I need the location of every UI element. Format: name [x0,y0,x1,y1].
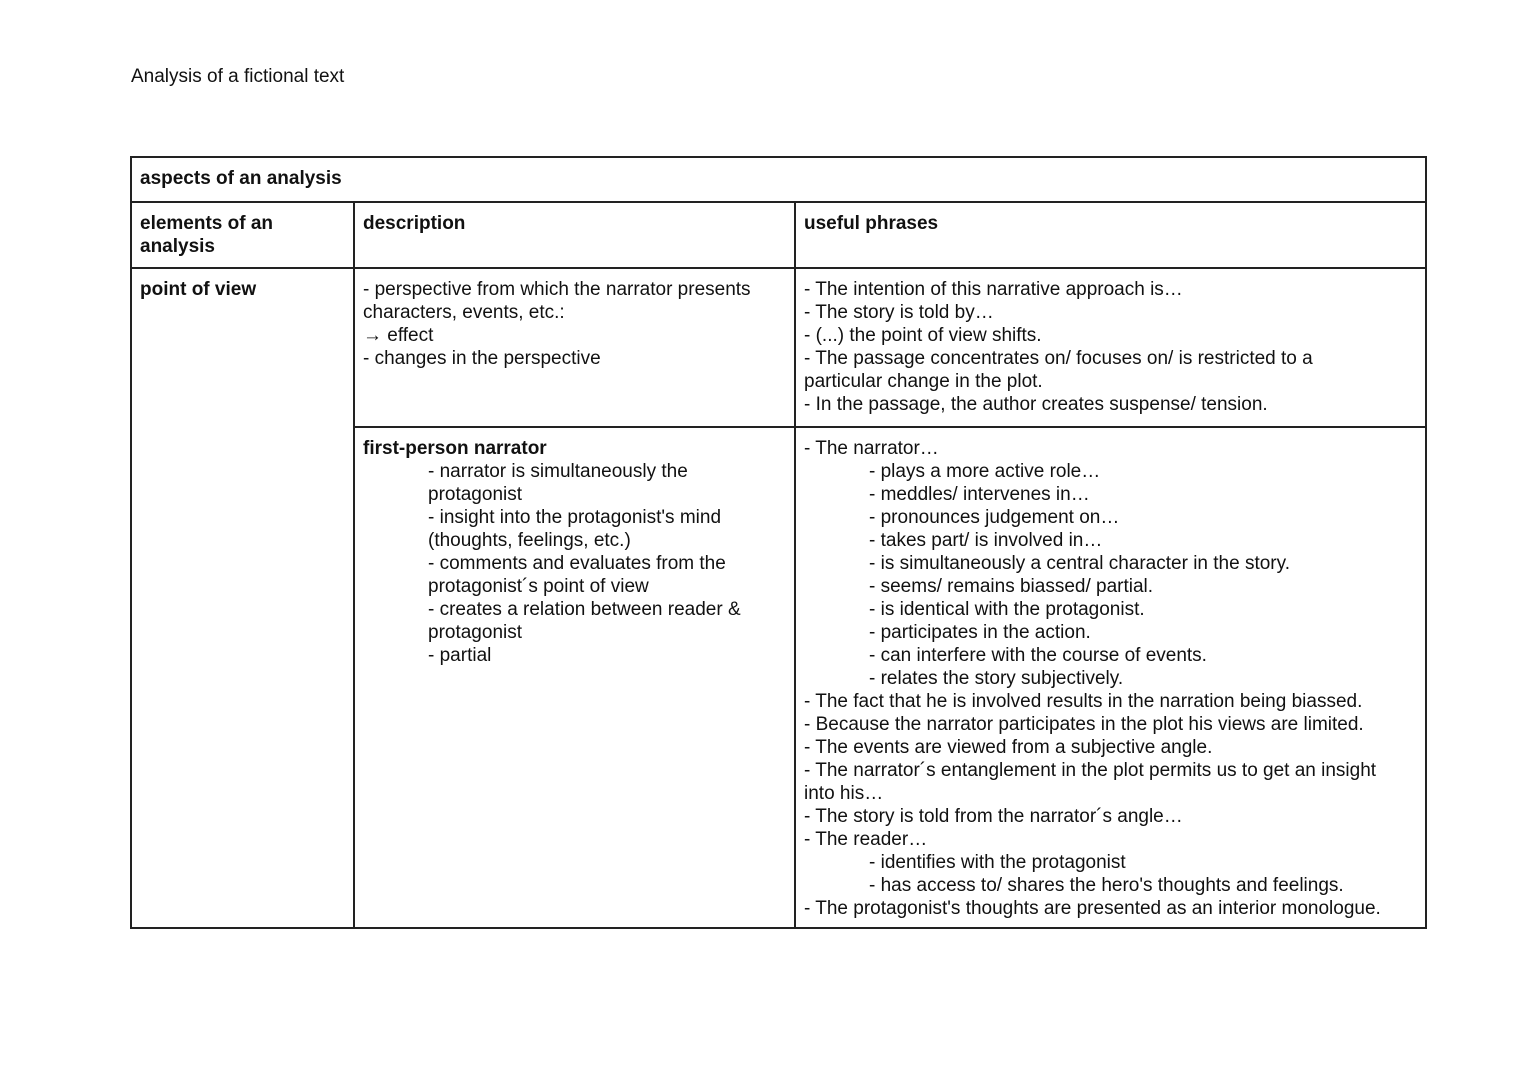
phrase-line: - identifies with the protagonist [869,852,1126,873]
column-header-row [131,202,1426,268]
table-row [131,427,1426,928]
description-line: - comments and evaluates from the [428,553,726,574]
phrase-line: - can interfere with the course of events. [869,645,1207,666]
phrase-line: - meddles/ intervenes in… [869,484,1090,505]
description-cell [354,268,795,427]
description-list [363,460,786,667]
document-title: Analysis of a fictional text [131,66,345,87]
phrase-line: - The protagonist's thoughts are presented as an interior monologue. [804,898,1381,919]
description-cell [354,427,795,928]
phrase-line: - pronounces judgement on… [869,507,1120,528]
table-row [131,268,1426,427]
reader-phrase-list [804,851,1417,897]
phrase-line: - Because the narrator participates in the plot his views are limited. [804,714,1364,735]
element-cell-empty [131,427,354,928]
description-line: - partial [428,645,492,666]
analysis-table [130,156,1427,929]
table-header-row [131,157,1426,202]
table-header-cell: aspects of an analysis [131,157,1426,202]
phrase-line: - The story is told from the narrator´s angle… [804,806,1183,827]
phrase-line: - is simultaneously a central character in the story. [869,553,1290,574]
description-line: protagonist´s point of view [428,576,649,597]
phrase-line: - The narrator… [804,438,939,459]
description-line: → effect [363,325,434,346]
phrase-line: - plays a more active role… [869,461,1101,482]
column-header-elements: elements of an analysis [131,202,354,268]
phrase-line: - relates the story subjectively. [869,668,1124,689]
narrator-phrase-list [804,460,1417,690]
phrase-line: - The fact that he is involved results in the narration being biassed. [804,691,1363,712]
phrase-line: - The narrator´s entanglement in the plot permits us to get an insight [804,760,1377,781]
phrase-line: - seems/ remains biassed/ partial. [869,576,1154,597]
phrase-line: - takes part/ is involved in… [869,530,1103,551]
column-header-phrases: useful phrases [795,202,1426,268]
phrase-line: - The intention of this narrative approach is… [804,279,1183,300]
phrase-line: - In the passage, the author creates suspense/ tension. [804,394,1268,415]
phrase-line: - The reader… [804,829,928,850]
description-line: protagonist [428,622,523,643]
description-line: - perspective from which the narrator presents [363,279,751,300]
phrases-cell [795,268,1426,427]
phrase-line: into his… [804,783,884,804]
phrase-line: particular change in the plot. [804,371,1043,392]
description-line: - insight into the protagonist's mind [428,507,722,528]
description-line: characters, events, etc.: [363,302,565,323]
phrase-line: - The events are viewed from a subjective angle. [804,737,1213,758]
phrase-line: - The passage concentrates on/ focuses on/ is restricted to a [804,348,1313,369]
phrase-line: - (...) the point of view shifts. [804,325,1042,346]
description-line: - changes in the perspective [363,348,601,369]
description-line: (thoughts, feelings, etc.) [428,530,631,551]
phrase-line: - is identical with the protagonist. [869,599,1145,620]
phrases-cell [795,427,1426,928]
description-line: protagonist [428,484,523,505]
phrase-line: - has access to/ shares the hero's thoughts and feelings. [869,875,1344,896]
phrase-line: - The story is told by… [804,302,994,323]
description-title: first-person narrator [363,438,547,459]
element-cell-point-of-view: point of view [131,268,354,427]
description-line: - creates a relation between reader & [428,599,741,620]
description-line: - narrator is simultaneously the [428,461,688,482]
column-header-description: description [354,202,795,268]
phrase-line: - participates in the action. [869,622,1091,643]
